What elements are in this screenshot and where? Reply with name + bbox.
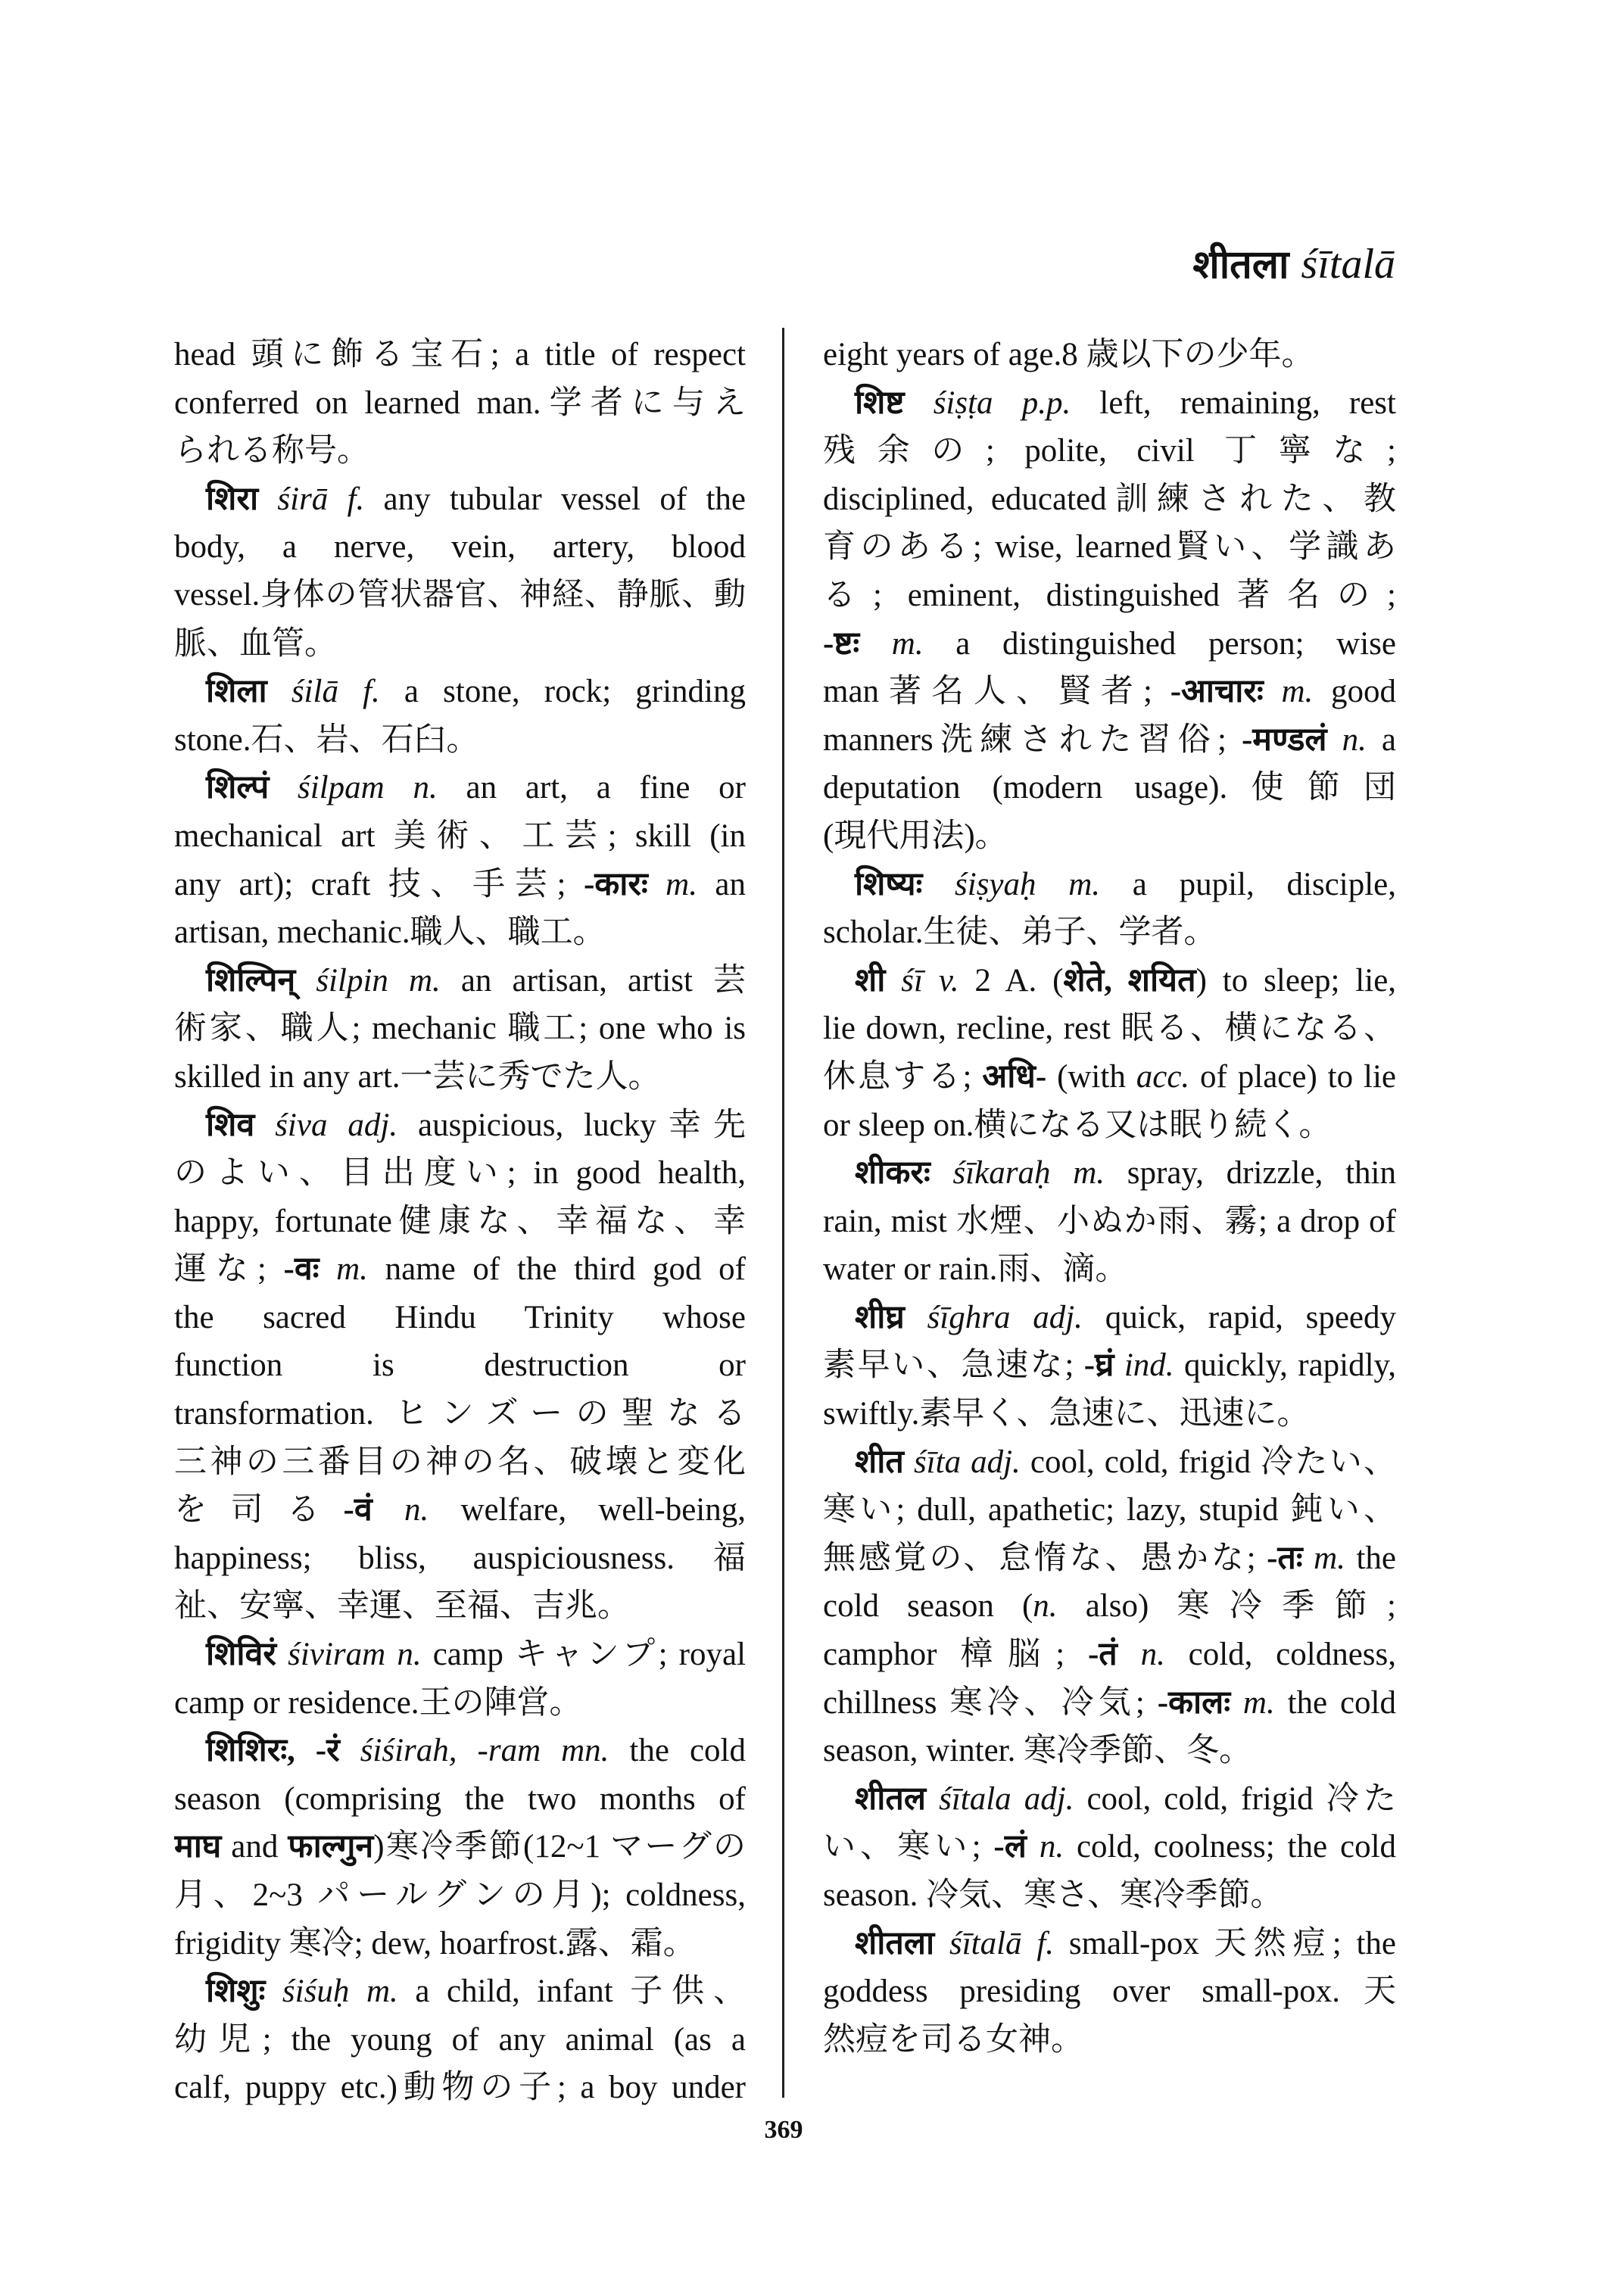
line-text: い、寒い; <box>823 1829 994 1865</box>
entry-line <box>823 1775 1396 1824</box>
entry-line <box>174 716 746 765</box>
entry-line <box>174 957 746 1005</box>
entry-line <box>823 379 1396 428</box>
entry-line <box>823 475 1396 524</box>
entry-line <box>174 1679 746 1728</box>
transliteration: śiṣṭa p.p. <box>933 385 1071 421</box>
line-text: mechanical art 美術、工芸; skill (in <box>174 818 746 854</box>
entry-line <box>174 2064 746 2112</box>
entry-line <box>174 1582 746 1631</box>
line-text: chillness 寒冷、冷気; <box>823 1684 1158 1721</box>
line-text: quickly, rapidly, <box>1174 1347 1396 1384</box>
entry-line <box>174 1053 746 1101</box>
line-text <box>1264 674 1282 709</box>
line-text <box>258 481 277 517</box>
entry-line <box>174 1775 746 1824</box>
line-text: auspicious, lucky幸先 <box>397 1107 746 1143</box>
line-text: the <box>1345 1540 1396 1576</box>
entry-line <box>174 1294 746 1342</box>
headword: शिशुः <box>206 1974 266 2010</box>
grammar-label: m. <box>1314 1540 1345 1576</box>
entry-line <box>174 1005 746 1053</box>
headword: शीकरः <box>855 1155 930 1192</box>
devanagari-form: शेते, शयित <box>1063 962 1196 999</box>
line-text: rain, mist 水煙、小ぬか雨、霧; a drop of <box>823 1203 1396 1239</box>
line-text: 休息する; <box>823 1058 983 1095</box>
dictionary-entry <box>174 1631 746 1727</box>
line-text: goddess presiding over small-pox.天 <box>823 1974 1396 2010</box>
line-text: an art, a fine or <box>437 770 746 806</box>
line-text: deputation (modern usage).使節団 <box>823 770 1396 806</box>
line-text: lie down, recline, rest 眠る、横になる、 <box>823 1011 1396 1047</box>
line-text: swiftly.素早く、急速に、迅速に。 <box>823 1396 1310 1432</box>
devanagari-form: -लं <box>993 1829 1027 1865</box>
headword: शिला <box>206 674 267 710</box>
line-text: cold, coolness; the cold <box>1064 1829 1396 1865</box>
devanagari-form: -मण्डलं <box>1241 721 1327 758</box>
grammar-label: n. <box>1342 721 1367 758</box>
line-text: man著名人、賢者; <box>823 674 1170 710</box>
dictionary-entry <box>823 861 1396 957</box>
entry-line <box>823 1727 1396 1775</box>
line-text <box>254 1108 275 1143</box>
line-text: frigidity 寒冷; dew, hoarfrost.露、霜。 <box>174 1925 696 1961</box>
line-text: eight years of age.8 歳以下の少年。 <box>823 337 1314 372</box>
line-text: (現代用法)。 <box>823 818 1008 854</box>
headword: शीतल <box>855 1781 927 1817</box>
line-text <box>859 626 892 662</box>
entry-line <box>174 1823 746 1871</box>
line-text: body, a nerve, vein, artery, blood <box>174 529 746 565</box>
line-text <box>1327 722 1342 758</box>
line-text: 三神の三番目の神の名、破壊と変化 <box>174 1444 746 1480</box>
entry-line <box>823 764 1396 812</box>
entry-line <box>174 1198 746 1246</box>
line-text: 育のある; wise, learned賢い、学識あ <box>823 529 1396 565</box>
grammar-label: n. <box>404 1492 429 1528</box>
line-text: an artisan, artist 芸 <box>440 962 746 999</box>
line-text: artisan, mechanic.職人、職工。 <box>174 914 606 951</box>
headword: शिव <box>206 1107 255 1143</box>
line-text: ) to sleep; lie, <box>1195 962 1396 999</box>
line-text <box>905 1300 927 1335</box>
line-text: vessel.身体の管状器官、神経、静脈、動 <box>174 577 746 612</box>
line-text <box>648 867 665 902</box>
column-divider <box>782 328 784 2098</box>
line-text: any art); craft 技、手芸; <box>174 866 584 902</box>
line-text: season (comprising the two months of <box>174 1781 746 1817</box>
transliteration: śiviram n. <box>288 1637 422 1673</box>
line-text: small-pox 天然痘; the <box>1054 1925 1396 1961</box>
line-text: or sleep on.横になる又は眠り続く。 <box>823 1107 1332 1143</box>
dictionary-entry <box>823 1775 1396 1920</box>
transliteration: śītalā f. <box>949 1925 1055 1961</box>
headword: शिल्पं <box>206 770 270 806</box>
line-text: manners洗練された習俗; <box>823 721 1242 758</box>
entry-line <box>823 1871 1396 1920</box>
line-text <box>905 385 934 421</box>
line-text <box>1027 1829 1040 1865</box>
transliteration: śiṣyaḥ m. <box>955 866 1101 902</box>
entry-line <box>174 764 746 812</box>
headword: शीत <box>855 1444 904 1480</box>
line-text: 残余の; polite, civil 丁寧な; <box>823 433 1396 469</box>
line-text <box>372 1492 404 1528</box>
line-text: を司る <box>174 1492 344 1528</box>
headword: शिष्यः <box>855 866 923 902</box>
transliteration: śirā f. <box>277 481 365 517</box>
entry-line <box>174 1149 746 1198</box>
devanagari-form: फाल्गुन <box>288 1829 374 1865</box>
line-text: an <box>697 866 746 902</box>
line-text: name of the third god of <box>367 1251 746 1288</box>
grammar-label: n. <box>1033 1588 1058 1625</box>
headword: शिशिरः, -रं <box>206 1733 340 1769</box>
entry-line <box>174 620 746 668</box>
transliteration: śiśirah, -ram mn. <box>360 1733 609 1769</box>
entry-line <box>174 1341 746 1390</box>
line-text: a pupil, disciple, <box>1100 866 1396 902</box>
transliteration: śiśuḥ m. <box>282 1974 398 2010</box>
line-text: 無感覚の、怠惰な、愚かな; <box>823 1540 1267 1576</box>
line-text: a child, infant 子供、 <box>397 1974 746 2010</box>
devanagari-form: -तं <box>1087 1637 1117 1673</box>
line-text <box>267 674 291 709</box>
entry-line <box>823 1149 1396 1198</box>
dictionary-entry <box>823 1438 1396 1775</box>
grammar-label: acc. <box>1136 1058 1190 1095</box>
entry-line <box>823 1920 1396 1968</box>
entry-continuation <box>823 331 1396 379</box>
line-text: season. 冷気、寒さ、寒冷季節。 <box>823 1877 1283 1913</box>
devanagari-form: -आचारः <box>1170 674 1264 710</box>
devanagari-form: अधि- <box>982 1058 1047 1095</box>
entry-line <box>174 1871 746 1920</box>
entry-line <box>174 1101 746 1150</box>
entry-line <box>174 1727 746 1775</box>
dictionary-entry <box>823 379 1396 861</box>
entry-line <box>823 1341 1396 1390</box>
entry-line <box>823 331 1396 379</box>
line-text: る; eminent, distinguished著名の; <box>823 577 1396 613</box>
line-text: camp キャンプ; royal <box>421 1637 746 1673</box>
line-text <box>922 867 955 902</box>
grammar-label: m. <box>891 625 924 662</box>
entry-line <box>174 1390 746 1438</box>
entry-line <box>174 1967 746 2016</box>
devanagari-form: -घ्रं <box>1083 1347 1114 1384</box>
line-text: 脈、血管。 <box>174 625 337 662</box>
entry-line <box>823 1101 1396 1150</box>
transliteration: śī v. <box>901 962 959 999</box>
headword: शिविरं <box>206 1637 277 1673</box>
devanagari-form: -कारः <box>583 866 648 902</box>
entry-line <box>823 1005 1396 1053</box>
entry-line <box>174 427 746 475</box>
line-text <box>1230 1685 1243 1721</box>
line-text: transformation. ヒンズーの聖なる <box>174 1396 746 1432</box>
headword: शीतला <box>855 1925 935 1961</box>
line-text <box>295 963 316 999</box>
grammar-label: m. <box>1281 674 1314 710</box>
line-text <box>1114 1347 1124 1383</box>
running-head-devanagari: शीतला <box>1192 244 1289 287</box>
entry-line <box>174 523 746 572</box>
dictionary-entry <box>174 475 746 668</box>
transliteration: śilpam n. <box>298 770 438 806</box>
line-text <box>926 1781 939 1817</box>
entry-line <box>823 427 1396 475</box>
line-text: 祉、安寧、幸運、至福、吉兆。 <box>174 1588 630 1625</box>
line-text <box>934 1926 949 1961</box>
entry-line <box>823 1390 1396 1438</box>
dictionary-entry <box>174 764 746 956</box>
line-text: 術家、職人; mechanic 職工; one who is <box>174 1011 746 1047</box>
dictionary-entry <box>823 1149 1396 1294</box>
entry-line <box>174 1486 746 1534</box>
running-head <box>1192 234 1395 294</box>
line-text <box>1117 1637 1141 1672</box>
line-text: skilled in any art.一芸に秀でた人。 <box>174 1058 661 1095</box>
devanagari-form: माघ <box>174 1829 222 1865</box>
line-text: and <box>221 1829 288 1865</box>
line-text: 素早い、急速な; <box>823 1347 1084 1384</box>
entry-line <box>823 1053 1396 1101</box>
entry-line <box>174 812 746 861</box>
line-text <box>930 1155 953 1191</box>
line-text: the cold <box>1274 1684 1396 1721</box>
dictionary-entry <box>174 1967 746 2112</box>
line-text: welfare, well-being, <box>429 1492 746 1528</box>
line-text: function is destruction or <box>174 1347 746 1384</box>
entry-line <box>823 1438 1396 1487</box>
line-text: calf, puppy etc.)動物の子; a boy under <box>174 2070 746 2106</box>
entry-line <box>823 1486 1396 1534</box>
line-text: camphor 樟脳; <box>823 1637 1088 1673</box>
transliteration: śilā f. <box>291 674 380 710</box>
devanagari-form: -वः <box>283 1251 320 1288</box>
line-text: cool, cold, frigid 冷た <box>1074 1781 1396 1817</box>
entry-line <box>823 1679 1396 1728</box>
entry-line <box>174 1534 746 1583</box>
headword: शिल्पिन् <box>206 962 296 999</box>
entry-line <box>823 1631 1396 1679</box>
line-text: 幼児; the young of any animal (as a <box>174 2021 746 2058</box>
line-text: the sacred Hindu Trinity whose <box>174 1299 746 1335</box>
line-text: season, winter. 寒冷季節、冬。 <box>823 1733 1252 1769</box>
line-text: the cold <box>609 1733 746 1769</box>
entry-line <box>174 379 746 428</box>
left-column <box>174 331 746 2112</box>
line-text: 2 A. ( <box>959 962 1064 999</box>
entry-line <box>174 1631 746 1679</box>
entry-line <box>823 668 1396 716</box>
line-text <box>276 1637 288 1672</box>
line-text: (with <box>1046 1058 1136 1095</box>
grammar-label: m. <box>336 1251 368 1288</box>
entry-line <box>174 1245 746 1294</box>
entry-line <box>174 475 746 524</box>
entry-line <box>823 957 1396 1005</box>
line-text: られる称号。 <box>174 433 369 469</box>
headword: शिरा <box>206 481 259 517</box>
dictionary-entry <box>823 957 1396 1149</box>
entry-line <box>823 812 1396 861</box>
grammar-label: m. <box>1242 1684 1275 1721</box>
line-text: good <box>1313 674 1396 710</box>
line-text: conferred on learned man.学者に与え <box>174 385 746 421</box>
line-text <box>319 1251 336 1287</box>
transliteration: śīta adj. <box>913 1444 1021 1480</box>
dictionary-entry <box>823 1920 1396 2064</box>
entry-line <box>174 331 746 379</box>
line-text: のよい、目出度い; in good health, <box>174 1155 746 1192</box>
right-column <box>823 331 1396 2064</box>
entry-line <box>823 1534 1396 1583</box>
line-text: scholar.生徒、弟子、学者。 <box>823 914 1217 951</box>
entry-line <box>823 1967 1396 2016</box>
transliteration: śīghra adj. <box>927 1299 1083 1335</box>
line-text: a stone, rock; grinding <box>379 674 746 710</box>
page-number: 369 <box>764 2116 803 2144</box>
line-text: stone.石、岩、石臼。 <box>174 721 479 758</box>
line-text <box>269 770 298 805</box>
line-text <box>340 1733 360 1768</box>
line-text: of place) to lie <box>1189 1058 1396 1095</box>
line-text: also) 寒冷季節; <box>1057 1588 1396 1625</box>
line-text <box>265 1974 282 2009</box>
running-head-romanized: śītalā <box>1301 241 1395 288</box>
grammar-label: m. <box>665 866 697 902</box>
line-text: left, remaining, rest <box>1071 385 1396 421</box>
entry-line <box>823 1198 1396 1246</box>
line-text: a distinguished person; wise <box>923 625 1396 662</box>
line-text <box>885 963 901 999</box>
line-text: 寒い; dull, apathetic; lazy, stupid 鈍い、 <box>823 1492 1396 1528</box>
entry-line <box>823 2016 1396 2064</box>
devanagari-form: -वं <box>343 1492 372 1528</box>
entry-line <box>174 668 746 716</box>
line-text <box>1303 1541 1314 1576</box>
devanagari-form: -तः <box>1267 1540 1303 1576</box>
line-text: cold season ( <box>823 1588 1033 1625</box>
line-text <box>904 1444 914 1480</box>
entry-line <box>174 908 746 957</box>
entry-line <box>823 1294 1396 1342</box>
entry-line <box>174 861 746 909</box>
grammar-label: n. <box>1140 1637 1165 1673</box>
line-text: disciplined, educated訓練された、教 <box>823 481 1396 517</box>
line-text: water or rain.雨、滴。 <box>823 1251 1128 1288</box>
line-text: spray, drizzle, thin <box>1105 1155 1396 1192</box>
grammar-label: ind. <box>1124 1347 1174 1384</box>
devanagari-form: -कालः <box>1157 1684 1231 1721</box>
headword: शिष्ट <box>855 385 905 421</box>
dictionary-entry <box>823 1294 1396 1438</box>
dictionary-entry <box>174 1727 746 1967</box>
transliteration: śītala adj. <box>939 1781 1074 1817</box>
headword: शी <box>855 962 886 999</box>
entry-line <box>823 620 1396 668</box>
line-text: cool, cold, frigid 冷たい、 <box>1020 1444 1396 1480</box>
line-text: 運な; <box>174 1251 284 1288</box>
line-text: cold, coldness, <box>1164 1637 1396 1673</box>
line-text: 然痘を司る女神。 <box>823 2021 1083 2058</box>
line-text: 月、2~3 パールグンの月); coldness, <box>174 1877 746 1913</box>
headword: शीघ्र <box>855 1299 905 1335</box>
line-text: head 頭に飾る宝石; a title of respect <box>174 337 746 372</box>
devanagari-form: -ष्टः <box>823 625 860 662</box>
entry-line <box>823 908 1396 957</box>
line-text: camp or residence.王の陣営。 <box>174 1684 582 1721</box>
dictionary-entry <box>174 957 746 1101</box>
dictionary-entry <box>174 1101 746 1631</box>
grammar-label: n. <box>1039 1829 1064 1865</box>
entry-line <box>823 861 1396 909</box>
line-text: happiness; bliss, auspiciousness.福 <box>174 1540 746 1576</box>
entry-line <box>823 572 1396 620</box>
entry-line <box>823 1823 1396 1871</box>
entry-line <box>174 1920 746 1968</box>
entry-line <box>823 716 1396 765</box>
entry-line <box>823 1582 1396 1631</box>
entry-line <box>823 523 1396 572</box>
line-text: happy, fortunate健康な、幸福な、幸 <box>174 1203 746 1239</box>
line-text: any tubular vessel of the <box>364 481 746 517</box>
dictionary-entry <box>174 668 746 764</box>
transliteration: śilpin m. <box>316 962 441 999</box>
entry-line <box>174 2016 746 2064</box>
line-text: )寒冷季節(12~1 マーグの <box>373 1829 746 1865</box>
line-text: quick, rapid, speedy <box>1082 1299 1396 1335</box>
transliteration: śīkaraḥ m. <box>952 1155 1105 1192</box>
entry-line <box>174 572 746 620</box>
entry-line <box>823 1245 1396 1294</box>
transliteration: śiva adj. <box>275 1107 398 1143</box>
entry-line <box>174 1438 746 1487</box>
line-text: a <box>1366 721 1396 758</box>
entry-continuation <box>174 331 746 475</box>
